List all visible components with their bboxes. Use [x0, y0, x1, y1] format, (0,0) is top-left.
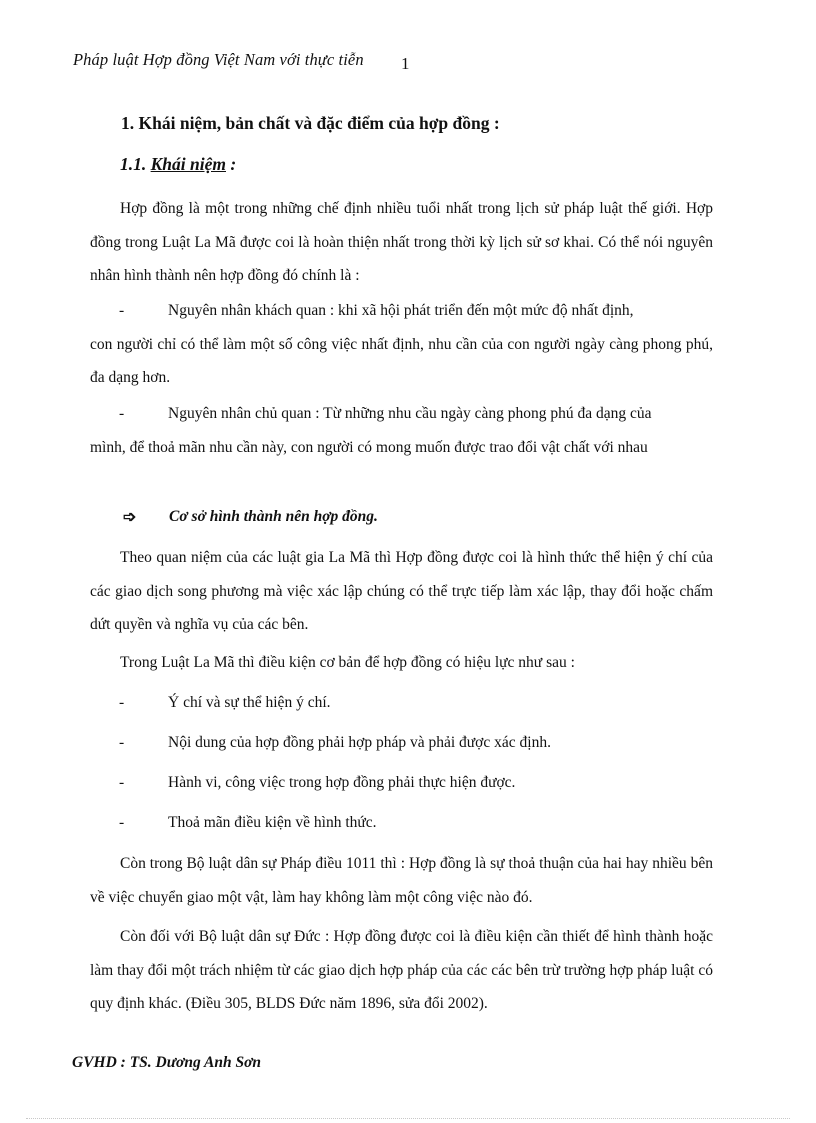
footer-divider [26, 1118, 790, 1119]
bullet-subjective-cause [90, 397, 713, 464]
page-number: 1 [401, 54, 410, 73]
paragraph-intro: Hợp đồng là một trong những chế định nhiều tuổi nhất trong lịch sử pháp luật thế giới. Hợp đồng trong Luật La Mã được coi là hoàn thiện nhất trong thời kỳ lịch sử sơ khai. Có thể nói nguyên nhân hình thành nên hợp đồng đó chính là : [90, 200, 713, 284]
condition-item [90, 726, 713, 760]
bullet-dash: - [119, 774, 125, 791]
bullet-first-line: Nguyên nhân chủ quan : Từ những nhu cầu ngày càng phong phú đa dạng của [168, 405, 652, 422]
condition-text: Nội dung của hợp đồng phải hợp pháp và phải được xác định. [168, 734, 551, 751]
paragraph-conditions-intro: Trong Luật La Mã thì điều kiện cơ bản để hợp đồng có hiệu lực như sau : [120, 654, 575, 671]
bullet-first-line: Nguyên nhân khách quan : khi xã hội phát triển đến một mức độ nhất định, [168, 302, 634, 319]
header-title: Pháp luật Hợp đồng Việt Nam với thực tiễn [73, 50, 364, 69]
footer-supervisor: GVHD : TS. Dương Anh Sơn [72, 1054, 262, 1071]
bullet-objective-cause [90, 294, 713, 395]
bullet-continuation: mình, để thoả mãn nhu cần này, con người có mong muốn được trao đổi vật chất với nhau [90, 438, 648, 456]
sub-heading-title: Khái niệm [150, 154, 226, 174]
bullet-dash: - [119, 405, 125, 422]
condition-item [90, 806, 713, 840]
condition-text: Ý chí và sự thể hiện ý chí. [168, 694, 331, 711]
basis-heading-text: Cơ sở hình thành nên hợp đồng. [169, 508, 378, 525]
outline-right-arrow-icon: ➩ [123, 509, 137, 526]
paragraph-roman-concept: Theo quan niệm của các luật gia La Mã thì Hợp đồng được coi là hình thức thể hiện ý chí của các giao dịch song phương mà việc xác lập chúng có thể trực tiếp làm xác lập, thay đổi hoặc chấm dứt quyền và nghĩa vụ của các bên. [90, 549, 713, 633]
sub-heading [120, 154, 236, 175]
paragraph-french-code: Còn trong Bộ luật dân sự Pháp điều 1011 thì : Hợp đồng là sự thoả thuận của hai hay nhiều bên về việc chuyển giao một vật, làm hay không làm một công việc nào đó. [90, 855, 713, 906]
section-heading: 1. Khái niệm, bản chất và đặc điểm của hợp đồng : [121, 113, 500, 133]
bullet-dash: - [119, 302, 125, 319]
bullet-dash: - [119, 694, 125, 711]
bullet-dash: - [119, 734, 125, 751]
condition-item [90, 766, 713, 800]
condition-item [90, 686, 713, 720]
bullet-dash: - [119, 814, 125, 831]
condition-text: Thoả mãn điều kiện về hình thức. [168, 814, 377, 831]
bullet-continuation: con người chỉ có thể làm một số công việc nhất định, nhu cần của con người ngày càng phong phú, đa dạng hơn. [90, 335, 713, 386]
sub-heading-suffix: : [226, 154, 237, 174]
sub-heading-number: 1.1. [120, 154, 147, 174]
paragraph-german-code: Còn đối với Bộ luật dân sự Đức : Hợp đồng được coi là điều kiện cần thiết để hình thành hoặc làm thay đổi một trách nhiệm từ các giao dịch hợp pháp của các các bên trừ trường hợp pháp luật có quy định khác. (Điều 305, BLDS Đức năm 1896, sửa đổi 2002). [90, 928, 713, 1012]
condition-text: Hành vi, công việc trong hợp đồng phải thực hiện được. [168, 774, 516, 791]
